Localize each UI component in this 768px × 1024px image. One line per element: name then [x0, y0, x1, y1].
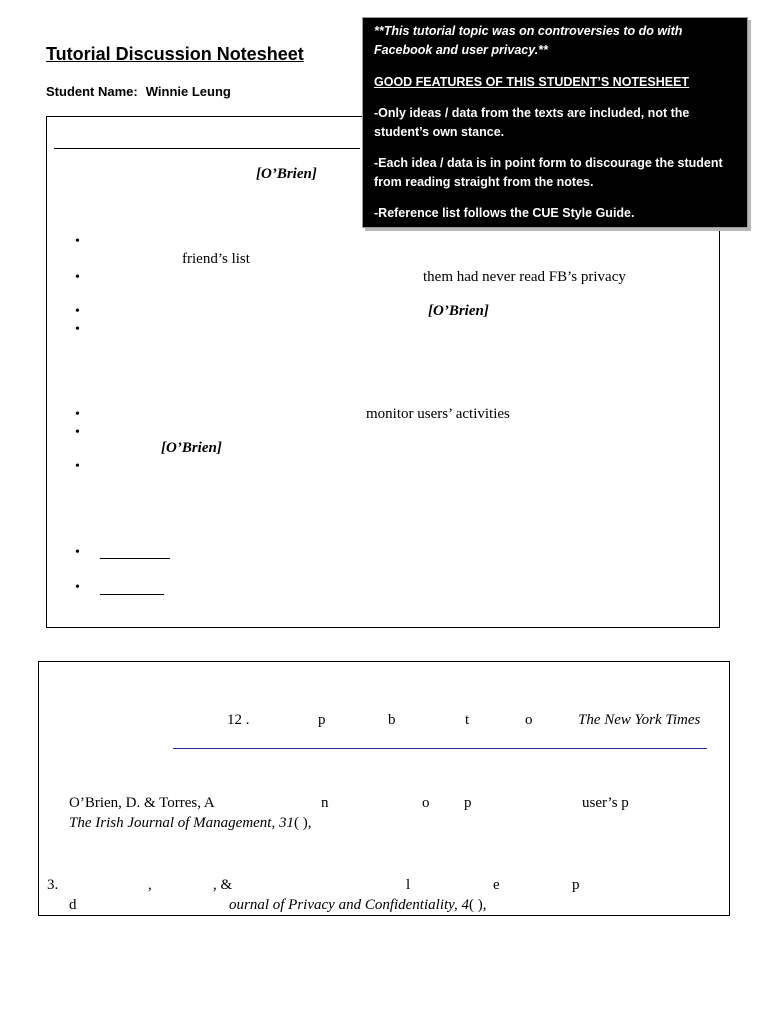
annotation-callout — [362, 17, 748, 228]
note-text: monitor users’ activities — [366, 406, 510, 422]
bullet: • — [75, 270, 80, 285]
ref3-fragment: d — [69, 897, 77, 913]
ref2-authors: O’Brien, D. & Torres, A — [69, 795, 215, 811]
ref3-fragment: p — [572, 877, 580, 893]
ref2-fragment: o — [422, 795, 430, 811]
ref1-fragment: p — [318, 712, 326, 728]
underline-blank — [100, 594, 164, 595]
note-text: friend’s list — [182, 251, 250, 267]
callout-heading: GOOD FEATURES OF THIS STUDENT’S NOTESHEET — [374, 75, 690, 89]
ref3-journal-line — [229, 897, 486, 914]
bullet: • — [75, 580, 80, 595]
ref1-fragment: o — [525, 712, 533, 728]
ref1-link-underline — [173, 748, 707, 749]
bullet: • — [75, 545, 80, 560]
ref2-fragment: n — [321, 795, 329, 811]
ref2-journal: The Irish Journal of Management, 31 — [69, 815, 294, 831]
notes-divider — [54, 148, 360, 149]
ref3-fragment: , — [148, 877, 152, 893]
bullet: • — [75, 234, 80, 249]
bullet: • — [75, 459, 80, 474]
ref2-journal-line — [69, 815, 311, 832]
note-text: them had never read FB’s privacy — [423, 269, 626, 285]
citation-obrien: [O’Brien] — [256, 166, 317, 182]
ref3-fragment: l — [406, 877, 411, 893]
ref2-fragment: user’s p — [582, 795, 629, 811]
ref2-fragment: p — [464, 795, 472, 811]
bullet: • — [75, 322, 80, 337]
ref1-journal: The New York Times — [578, 712, 701, 728]
reference-list-box — [38, 661, 730, 916]
student-name-line — [46, 84, 231, 99]
ref3-journal: ournal of Privacy and Confidentiality, 4 — [229, 897, 469, 913]
student-name-value: Winnie Leung — [145, 84, 231, 99]
ref3-issue: ( ), — [468, 897, 487, 913]
callout-point: -Each idea / data is in point form to discourage the student from reading straight from the notes. — [374, 156, 723, 189]
ref3-fragment: , & — [213, 877, 233, 893]
ref3-fragment: e — [493, 877, 500, 893]
ref1-fragment: t — [465, 712, 470, 728]
underline-blank — [100, 558, 170, 559]
citation-obrien: [O’Brien] — [428, 303, 489, 319]
bullet: • — [75, 304, 80, 319]
ref2-issue: ( ), — [293, 815, 312, 831]
citation-obrien: [O’Brien] — [161, 440, 222, 456]
callout-point: -Only ideas / data from the texts are included, not the student’s own stance. — [374, 106, 690, 139]
ref1-fragment: b — [388, 712, 396, 728]
callout-intro: **This tutorial topic was on controversies to do with Facebook and user privacy.** — [374, 24, 683, 57]
document-title: Tutorial Discussion Notesheet — [46, 44, 304, 64]
student-name-label: Student Name: — [46, 84, 138, 99]
callout-point: -Reference list follows the CUE Style Guide. — [374, 206, 635, 220]
bullet: • — [75, 407, 80, 422]
ref1-number: 12 . — [227, 712, 250, 728]
bullet: • — [75, 425, 80, 440]
ref3-number: 3. — [47, 877, 59, 893]
